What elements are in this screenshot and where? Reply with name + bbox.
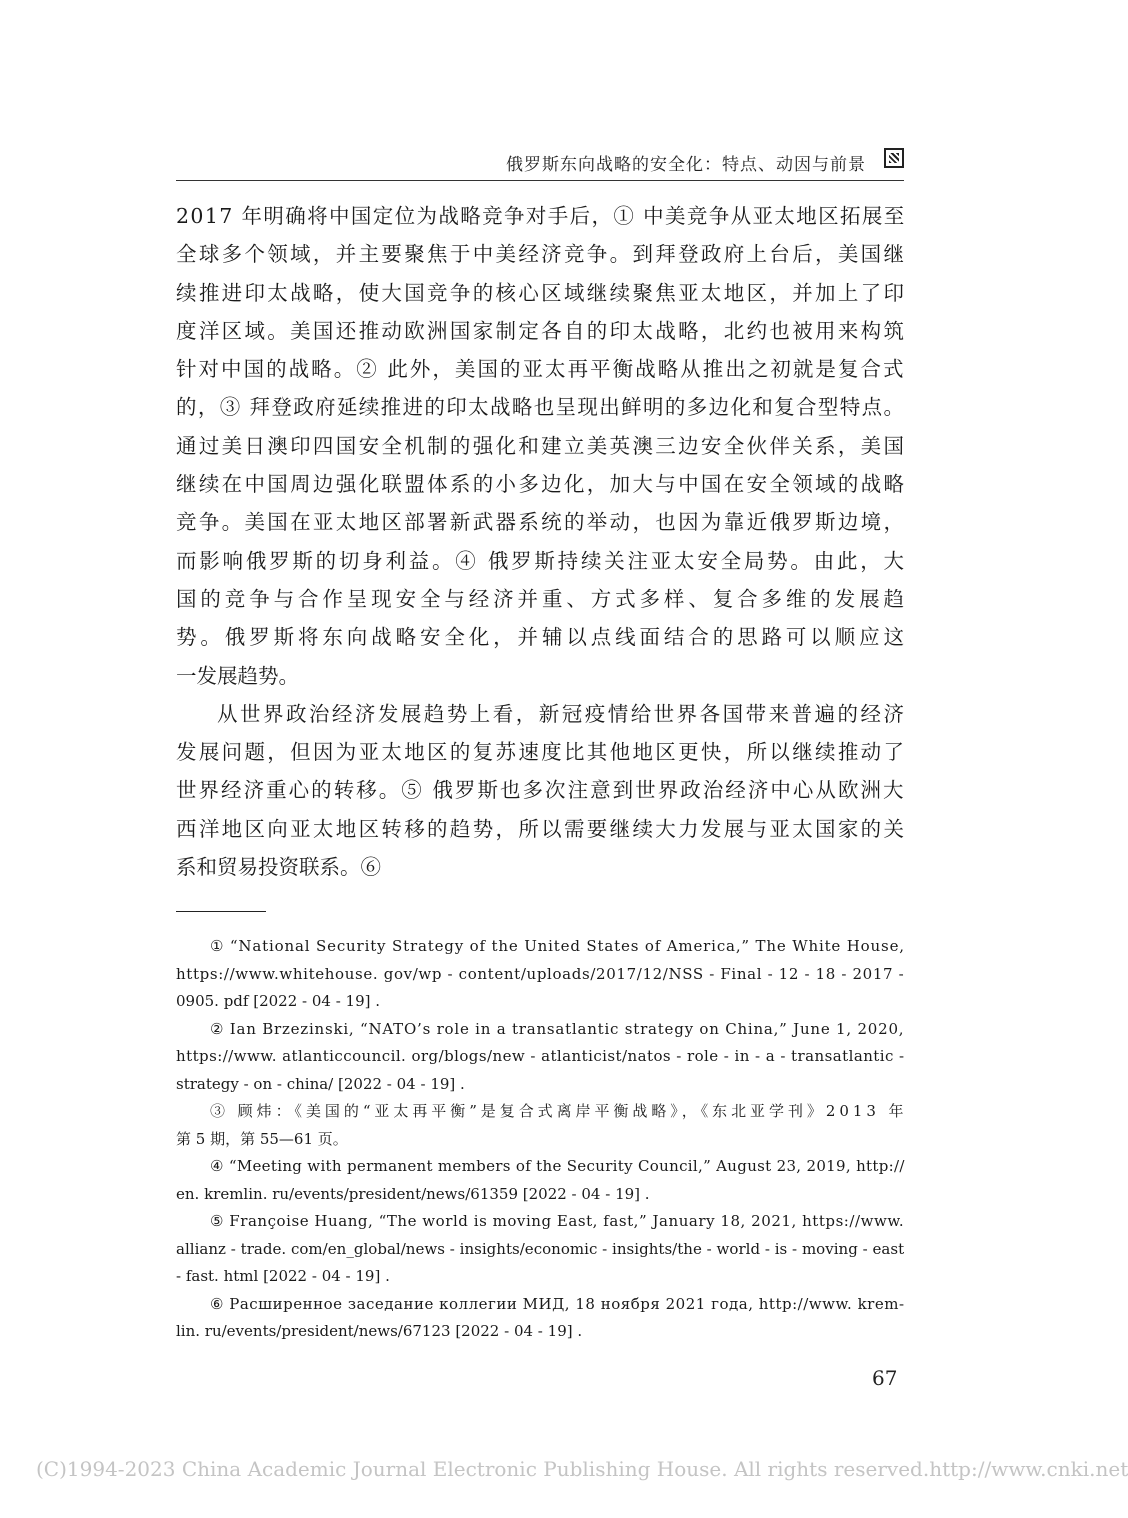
copyright-footer xyxy=(36,1457,1128,1481)
footnote-2 xyxy=(176,1016,904,1099)
body-line: 通过美日澳印四国安全机制的强化和建立美英澳三边安全伙伴关系，美国 xyxy=(176,433,907,458)
body-line: 发展问题，但因为亚太地区的复苏速度比其他地区更快，所以继续推动了 xyxy=(176,740,907,765)
footnote-line: https://www.whitehouse. gov/wp - content/uploads/2017/12/NSS - Final - 12 - 18 - 2017 - xyxy=(176,964,905,983)
body-line: 而影响俄罗斯的切身利益。④ 俄罗斯持续关注亚太安全局势。由此，大 xyxy=(176,548,907,573)
body-line: 2017 年明确将中国定位为战略竞争对手后，① 中美竞争从亚太地区拓展至 xyxy=(176,204,906,228)
footnote-1 xyxy=(176,933,904,1016)
body-line: 国的竞争与合作呈现安全与经济并重、方式多样、复合多维的发展趋 xyxy=(176,586,908,611)
footnote-5 xyxy=(176,1208,904,1291)
running-header xyxy=(176,140,904,181)
body-line: 度洋区域。美国还推动欧洲国家制定各自的印太战略，北约也被用来构筑 xyxy=(176,318,907,343)
footnote-line: ⑤ Françoise Huang, “The world is moving East, fast,” January 18, 2021, https://www. xyxy=(210,1212,905,1230)
body-line: 全球多个领域，并主要聚焦于中美经济竞争。到拜登政府上台后，美国继 xyxy=(176,242,907,267)
body-line: 继续在中国周边强化联盟体系的小多边化，加大与中国在安全领域的战略 xyxy=(176,472,907,497)
footnote-line: - fast. html [2022 - 04 - 19] . xyxy=(176,1267,390,1285)
footnote-line: 0905. pdf [2022 - 04 - 19] . xyxy=(176,992,381,1010)
body-line: 系和贸易投资联系。⑥ xyxy=(176,855,381,880)
footnote-line: ③ 顾炜：《美国的“亚太再平衡”是复合式离岸平衡战略》，《东北亚学刊》2013 年 xyxy=(210,1102,908,1120)
footnotes xyxy=(176,933,908,1346)
footnote-line: ⑥ Расширенное заседание коллегии МИД, 18 ноября 2021 года, http://www. krem- xyxy=(210,1294,905,1313)
header-title: 俄罗斯东向战略的安全化：特点、动因与前景 xyxy=(506,155,866,175)
footnote-4 xyxy=(176,1153,904,1208)
footnote-line: lin. ru/events/president/news/67123 [2022 - 04 - 19] . xyxy=(176,1322,583,1340)
cnki-url[interactable]: http://www.cnki.net xyxy=(929,1457,1128,1481)
body-line: 的，③ 拜登政府延续推进的印太战略也呈现出鲜明的多边化和复合型特点。 xyxy=(176,395,906,420)
footnote-line: ② Ian Brzezinski, “NATO’s role in a transatlantic strategy on China,” June 1, 2020, xyxy=(210,1019,905,1038)
footnote-line: en. kremlin. ru/events/president/news/61359 [2022 - 04 - 19] . xyxy=(176,1184,650,1203)
body-line: 从世界政治经济发展趋势上看，新冠疫情给世界各国带来普遍的经济 xyxy=(217,701,907,726)
page-number: 67 xyxy=(872,1366,898,1390)
body-line: 竞争。美国在亚太地区部署新武器系统的举动，也因为靠近俄罗斯边境， xyxy=(176,510,907,535)
footnote-line: strategy - on - china/ [2022 - 04 - 19] . xyxy=(176,1074,465,1093)
body-line: 势。俄罗斯将东向战略安全化，并辅以点线面结合的思路可以顺应这 xyxy=(176,625,908,650)
body-line: 世界经济重心的转移。⑤ 俄罗斯也多次注意到世界政治经济中心从欧洲大 xyxy=(176,778,906,803)
body-line: 西洋地区向亚太地区转移的趋势，所以需要继续大力发展与亚太国家的关 xyxy=(176,816,907,841)
body-text xyxy=(176,197,908,886)
footnote-3 xyxy=(176,1098,908,1153)
footnote-line: 第 5 期，第 55—61 页。 xyxy=(176,1129,348,1148)
body-line: 一发展趋势。 xyxy=(176,663,299,688)
journal-logo-icon xyxy=(884,148,904,168)
footnote-line: allianz - trade. com/en_global/news - insights/economic - insights/the - world - is - moving - east xyxy=(176,1239,905,1258)
body-line: 针对中国的战略。② 此外，美国的亚太再平衡战略从推出之初就是复合式 xyxy=(176,357,906,382)
body-line: 续推进印太战略，使大国竞争的核心区域继续聚焦亚太地区，并加上了印 xyxy=(176,280,907,305)
footnote-line: https://www. atlanticcouncil. org/blogs/new - atlanticist/natos - role - in - a - transatlantic - xyxy=(176,1047,905,1065)
footnote-line: ④ “Meeting with permanent members of the Security Council,” August 23, 2019, http:// xyxy=(210,1157,905,1175)
footnote-6 xyxy=(176,1291,904,1346)
footnote-line: ① “National Security Strategy of the United States of America,” The White House, xyxy=(210,937,905,955)
copyright-text: (C)1994-2023 China Academic Journal Electronic Publishing House. All rights reserved. xyxy=(36,1457,930,1481)
footnote-separator xyxy=(176,911,266,912)
